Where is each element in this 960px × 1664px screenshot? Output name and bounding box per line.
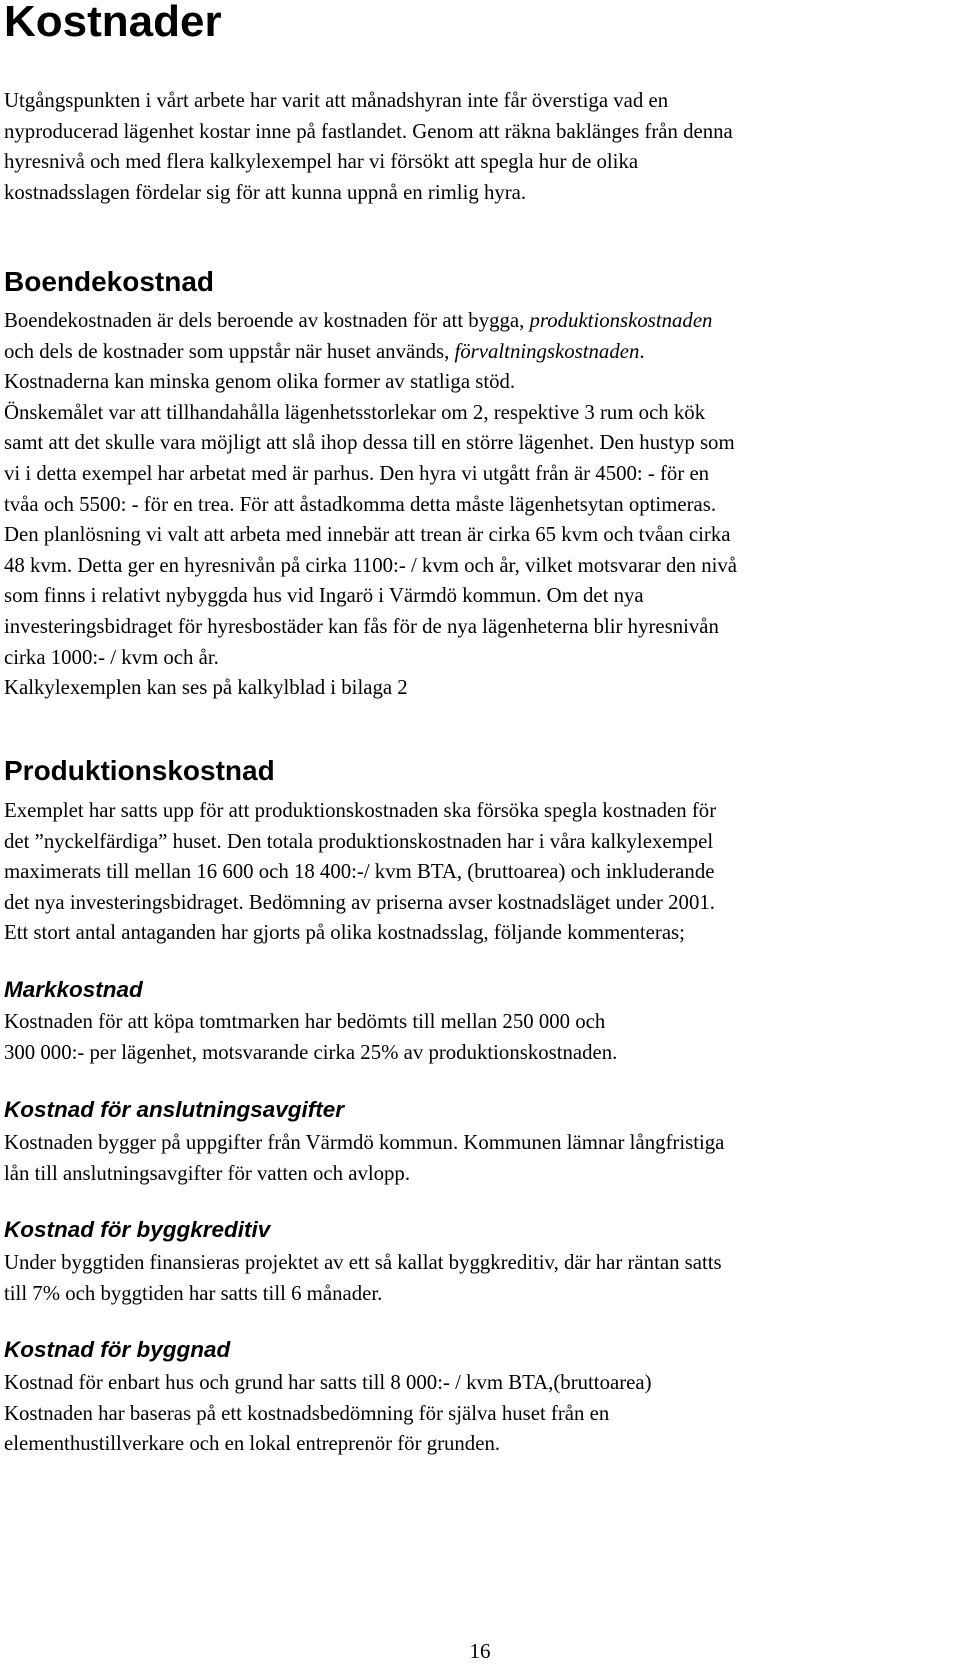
text-line: Kostnad för enbart hus och grund har satts till 8 000:- / kvm BTA,(bruttoarea)	[4, 1371, 652, 1394]
produktionskostnad-paragraph	[4, 796, 954, 949]
heading-markkostnad: Markkostnad	[4, 977, 143, 1002]
text-line: 48 kvm. Detta ger en hyresnivån på cirka 1100:- / kvm och år, vilket motsvarar den nivå	[4, 553, 737, 577]
text-line: Kostnaderna kan minska genom olika former av statliga stöd.	[4, 370, 516, 394]
page-title: Kostnader	[4, 0, 222, 46]
heading-byggkreditiv: Kostnad för byggkreditiv	[4, 1217, 271, 1242]
text-line: Ett stort antal antaganden har gjorts på olika kostnadsslag, följande kommenteras;	[4, 921, 685, 945]
text-line: lån till anslutningsavgifter för vatten och avlopp.	[4, 1161, 411, 1185]
heading-boendekostnad: Boendekostnad	[4, 266, 215, 297]
text-line: som finns i relativt nybyggda hus vid Ingarö i Värmdö kommun. Om det nya	[4, 584, 644, 608]
text-line: maximerats till mellan 16 600 och 18 400:-/ kvm BTA, (bruttoarea) och inkluderande	[4, 860, 715, 884]
text-line: nyproducerad lägenhet kostar inne på fastlandet. Genom att räkna baklänges från denna	[4, 119, 733, 143]
markkostnad-paragraph	[4, 1007, 954, 1068]
text-line: det nya investeringsbidraget. Bedömning av priserna avser kostnadsläget under 2001.	[4, 890, 715, 914]
emphasis-forvaltningskostnaden: förvaltningskostnaden	[454, 339, 640, 363]
text-line: tvåa och 5500: - för en trea. För att åstadkomma detta måste lägenhetsytan optimeras.	[4, 492, 717, 516]
text-line: hyresnivå och med flera kalkylexempel har vi försökt att spegla hur de olika	[4, 150, 639, 174]
text-line: Kostnaden för att köpa tomtmarken har bedömts till mellan 250 000 och	[4, 1010, 606, 1033]
text-line: Den planlösning vi valt att arbeta med innebär att trean är cirka 65 kvm och tvåan cirka	[4, 523, 731, 547]
text-line: till 7% och byggtiden har satts till 6 månader.	[4, 1281, 383, 1305]
text-line: vi i detta exempel har arbetat med är parhus. Den hyra vi utgått från är 4500: - för en	[4, 461, 710, 485]
text-line: Utgångspunkten i vårt arbete har varit att månadshyran inte får överstiga vad en	[4, 89, 669, 112]
heading-produktionskostnad: Produktionskostnad	[4, 755, 275, 786]
text-line: cirka 1000:- / kvm och år.	[4, 645, 219, 669]
intro-paragraph	[4, 86, 954, 208]
emphasis-produktionskostnaden: produktionskostnaden	[529, 309, 713, 332]
text-line: 300 000:- per lägenhet, motsvarande cirka 25% av produktionskostnaden.	[4, 1040, 618, 1064]
byggkreditiv-paragraph	[4, 1248, 954, 1309]
text-line: elementhustillverkare och en lokal entreprenör för grunden.	[4, 1432, 501, 1456]
anslutningsavgifter-paragraph	[4, 1128, 954, 1189]
text-line: investeringsbidraget för hyresbostäder kan fås för de nya lägenheterna blir hyresnivån	[4, 614, 719, 638]
text-line: kostnadsslagen fördelar sig för att kunna uppnå en rimlig hyra.	[4, 180, 527, 204]
text-line: Exemplet har satts upp för att produktionskostnaden ska försöka spegla kostnaden för	[4, 799, 717, 822]
text-line: Önskemålet var att tillhandahålla lägenhetsstorlekar om 2, respektive 3 rum och kök	[4, 400, 706, 424]
heading-anslutningsavgifter: Kostnad för anslutningsavgifter	[4, 1097, 345, 1122]
text-line: och dels de kostnader som uppstår när huset används, förvaltningskostnaden.	[4, 339, 645, 363]
text-line: Kostnaden bygger på uppgifter från Värmdö kommun. Kommunen lämnar långfristiga	[4, 1131, 725, 1154]
page-number: 16	[469, 1639, 491, 1663]
heading-byggnad: Kostnad för byggnad	[4, 1337, 231, 1362]
text-line: Under byggtiden finansieras projektet av ett så kallat byggkreditiv, där har räntan satts	[4, 1251, 722, 1274]
byggnad-paragraph	[4, 1368, 954, 1460]
text-line: Boendekostnaden är dels beroende av kostnaden för att bygga, produktionskostnaden	[4, 309, 713, 332]
text-line: Kalkylexemplen kan ses på kalkylblad i bilaga 2	[4, 676, 408, 700]
text-line: samt att det skulle vara möjligt att slå ihop dessa till en större lägenhet. Den hustyp som	[4, 431, 735, 455]
text-line: det ”nyckelfärdiga” huset. Den totala produktionskostnaden har i våra kalkylexempel	[4, 829, 714, 853]
boendekostnad-paragraph	[4, 306, 954, 704]
text-line: Kostnaden har baseras på ett kostnadsbedömning för själva huset från en	[4, 1401, 610, 1425]
